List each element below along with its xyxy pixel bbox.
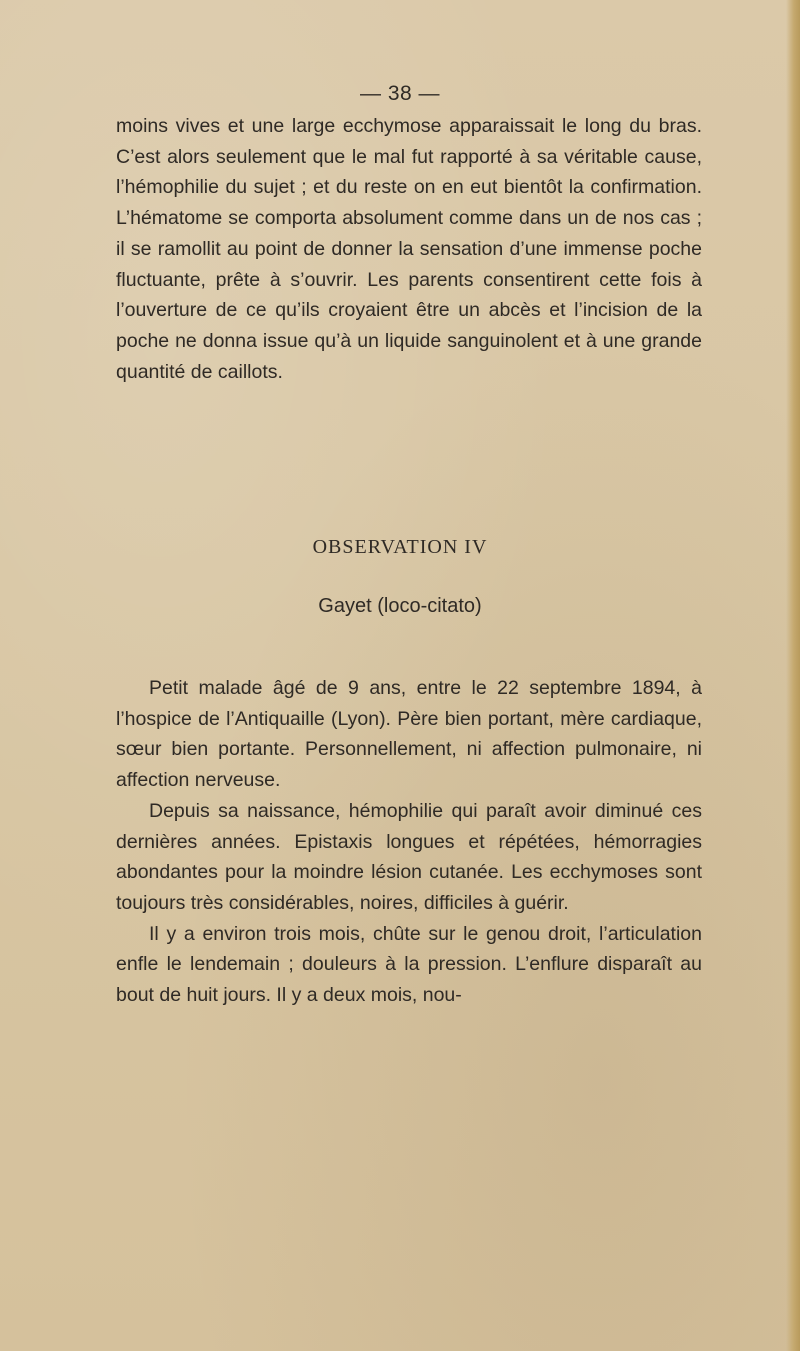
page-number: — 38 — (359, 82, 441, 105)
observation-paragraph-1: Petit malade âgé de 9 ans, entre le 22 septembre 1894, à l’hospice de l’Antiquaille (Lyon). Père bien portant, mère cardiaque, sœur bien portante. Personnellement, ni affection pulmonaire, ni affection nerveuse. (116, 677, 702, 792)
continuation-text (116, 111, 702, 387)
continuation-paragraph: moins vives et une large ecchymose apparaissait le long du bras. C’est alors seulement que le mal fut rapporté à sa véritable cause, l’hémophilie du sujet ; et du reste on en eut bientôt la confirmation. L’hématome se comporta absolument comme dans un de nos cas ; il se ramollit au point de donner la sensation d’une immense poche fluctuante, prête à s’ouvrir. Les parents consentirent cette fois à l’ouverture de ce qu’ils croyaient être un abcès et l’incision de la poche ne donna issue qu’à un liquide sanguinolent et à une grande quantité de caillots. (116, 115, 702, 383)
observation-body (116, 673, 702, 1011)
observation-source: Gayet (loco-citato) (318, 595, 482, 617)
page-edge (786, 0, 800, 1351)
observation-paragraph-3: Il y a environ trois mois, chûte sur le genou droit, l’articulation enfle le lendemain ; douleurs à la pression. L’enflure disparaît au bout de huit jours. Il y a deux mois, nou- (116, 922, 702, 1007)
observation-paragraph-2: Depuis sa naissance, hémophilie qui paraît avoir diminué ces dernières années. Epistaxis longues et répétées, hémorragies abondantes pour la moindre lésion cutanée. Les ecchymoses sont toujours très considérables, noires, difficiles à guérir. (116, 799, 702, 914)
observation-title: OBSERVATION IV (312, 536, 488, 558)
